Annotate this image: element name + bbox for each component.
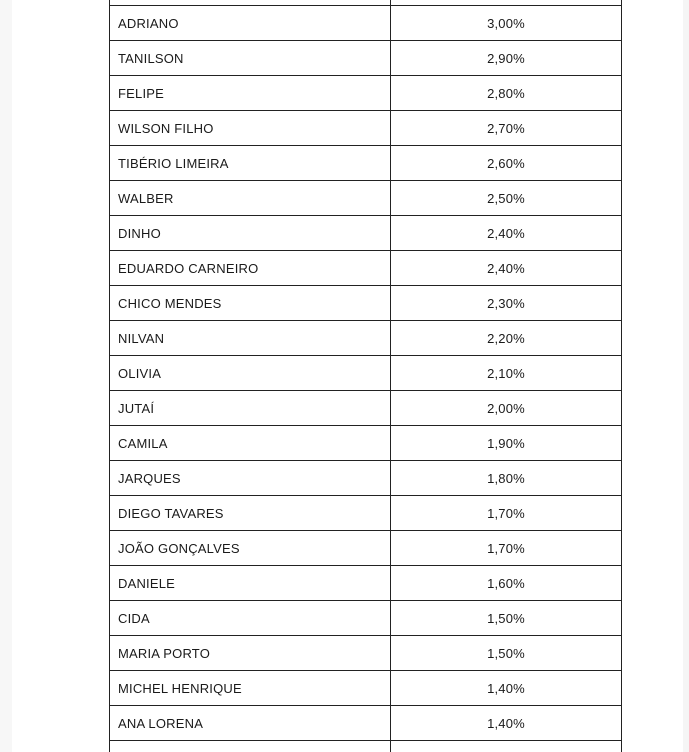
percentage-cell bbox=[391, 741, 622, 752]
table-row bbox=[110, 496, 622, 531]
results-table bbox=[109, 0, 622, 752]
candidate-name-cell: MICHEL HENRIQUE bbox=[110, 671, 391, 706]
candidate-name-cell: JARQUES bbox=[110, 461, 391, 496]
percentage-cell: 2,80% bbox=[391, 76, 622, 111]
percentage-cell: 3,00% bbox=[391, 6, 622, 41]
percentage-cell: 2,00% bbox=[391, 391, 622, 426]
candidate-name-cell: ANA LORENA bbox=[110, 706, 391, 741]
candidate-name-cell: WILSON FILHO bbox=[110, 111, 391, 146]
percentage-cell: 2,60% bbox=[391, 146, 622, 181]
percentage-cell: 2,70% bbox=[391, 111, 622, 146]
table-row bbox=[110, 426, 622, 461]
percentage-cell: 1,40% bbox=[391, 671, 622, 706]
percentage-cell: 2,40% bbox=[391, 251, 622, 286]
percentage-cell: 1,70% bbox=[391, 531, 622, 566]
candidate-name-cell: ADRIANO bbox=[110, 6, 391, 41]
table-row bbox=[110, 741, 622, 752]
candidate-name-cell: CHICO MENDES bbox=[110, 286, 391, 321]
left-gutter bbox=[0, 0, 12, 752]
table-row bbox=[110, 391, 622, 426]
candidate-name-cell: DIEGO TAVARES bbox=[110, 496, 391, 531]
table-row bbox=[110, 566, 622, 601]
table-row bbox=[110, 6, 622, 41]
table-row bbox=[110, 356, 622, 391]
percentage-cell: 2,10% bbox=[391, 356, 622, 391]
table-row bbox=[110, 531, 622, 566]
table-row bbox=[110, 251, 622, 286]
candidate-name-cell: FELIPE bbox=[110, 76, 391, 111]
table-row bbox=[110, 111, 622, 146]
results-table-body bbox=[110, 0, 622, 752]
candidate-name-cell: OLIVIA bbox=[110, 356, 391, 391]
candidate-name-cell: CAMILA bbox=[110, 426, 391, 461]
candidate-name-cell: TANILSON bbox=[110, 41, 391, 76]
percentage-cell: 2,90% bbox=[391, 41, 622, 76]
percentage-cell: 2,50% bbox=[391, 181, 622, 216]
table-row bbox=[110, 286, 622, 321]
percentage-cell: 1,70% bbox=[391, 496, 622, 531]
candidate-name-cell: CIDA bbox=[110, 601, 391, 636]
table-row bbox=[110, 671, 622, 706]
candidate-name-cell: EDUARDO CARNEIRO bbox=[110, 251, 391, 286]
candidate-name-cell: DINHO bbox=[110, 216, 391, 251]
table-row bbox=[110, 76, 622, 111]
percentage-cell: 2,30% bbox=[391, 286, 622, 321]
table-row bbox=[110, 146, 622, 181]
candidate-name-cell: TIBÉRIO LIMEIRA bbox=[110, 146, 391, 181]
percentage-cell: 1,80% bbox=[391, 461, 622, 496]
percentage-cell: 1,60% bbox=[391, 566, 622, 601]
candidate-name-cell: DANIELE bbox=[110, 566, 391, 601]
candidate-name-cell: MARIA PORTO bbox=[110, 636, 391, 671]
percentage-cell: 1,50% bbox=[391, 636, 622, 671]
table-row bbox=[110, 636, 622, 671]
table-row bbox=[110, 216, 622, 251]
table-row bbox=[110, 601, 622, 636]
table-row bbox=[110, 181, 622, 216]
table-row bbox=[110, 461, 622, 496]
table-row bbox=[110, 41, 622, 76]
percentage-cell: 2,20% bbox=[391, 321, 622, 356]
right-gutter bbox=[683, 0, 689, 752]
table-row bbox=[110, 321, 622, 356]
percentage-cell: 1,90% bbox=[391, 426, 622, 461]
candidate-name-cell bbox=[110, 741, 391, 752]
percentage-cell: 2,40% bbox=[391, 216, 622, 251]
candidate-name-cell: JOÃO GONÇALVES bbox=[110, 531, 391, 566]
percentage-cell: 1,50% bbox=[391, 601, 622, 636]
percentage-cell: 1,40% bbox=[391, 706, 622, 741]
candidate-name-cell: WALBER bbox=[110, 181, 391, 216]
candidate-name-cell: NILVAN bbox=[110, 321, 391, 356]
candidate-name-cell: JUTAÍ bbox=[110, 391, 391, 426]
table-row bbox=[110, 706, 622, 741]
